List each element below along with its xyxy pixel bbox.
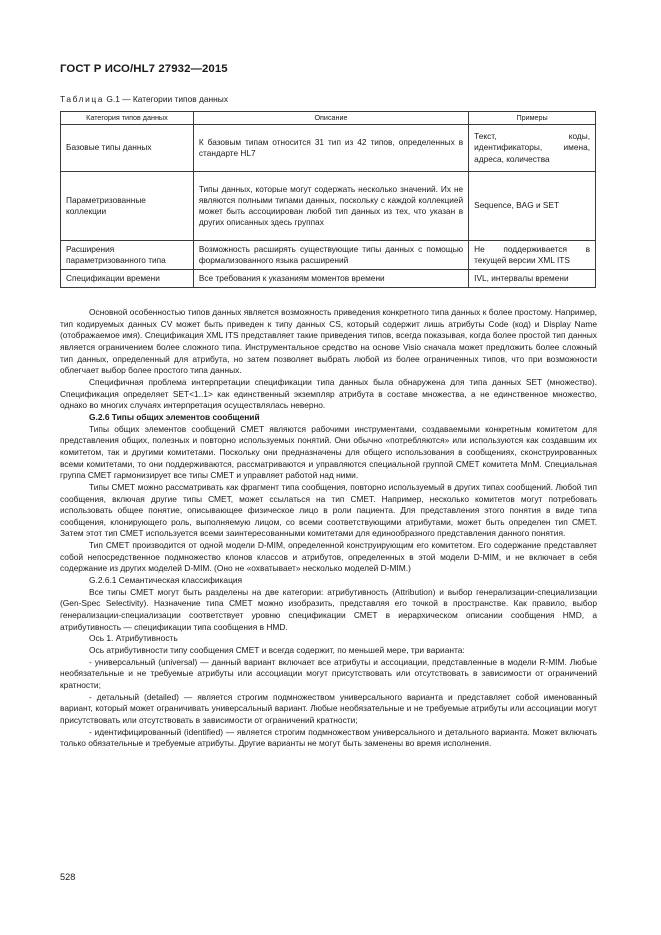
- paragraph: Все типы СМЕТ могут быть разделены на две категории: атрибутивность (Attribution) и выбор генерализации-специализации (Gen-Spec Selectivity). Назначение типа СМЕТ можно изобразить, представляя его точкой в пространстве. Как правило, выбор генерализации-специализации соответствует уровню спецификации СМЕТ в иерархическом описании сообщения HMD, а атрибутивность — спецификации типа сообщения в HMD.: [60, 586, 597, 632]
- page-number: 528: [60, 872, 76, 882]
- section-heading: G.2.6 Типы общих элементов сообщений: [89, 411, 260, 422]
- table-cell-category: Спецификации времени: [61, 270, 194, 288]
- paragraph: Специфичная проблема интерпретации спецификации типа данных была обнаружена для типа данных SET (множество). Спецификация определяет SET<1..1> как единственный экземпляр атрибута в составе множества, а не единственное множество, однако во многих случаях интерпретация осуществлялась неверно.: [60, 376, 597, 411]
- table-row: [61, 241, 596, 270]
- table-cell-examples: Не поддерживается в текущей версии XML ITS: [469, 241, 596, 270]
- paragraph: Основной особенностью типов данных является возможность приведения конкретного типа данных к более простому. Например, тип кодируемых данных CV может быть приведен к типу данных CS, который содержит лишь атрибуты Code (код) и Display Name (отображаемое имя). Спецификация XML ITS представляет такие приведения типов, всегда показывая, когда более простой тип данных является ограничением более сложного типа. Инструментальное средство на основе Visio сначала может предложить более сложный тип данных, определенный для атрибута, но затем позволяет выбрать любой из более ограниченных типов, что при возможности облегчает выбор более простого типа данных.: [60, 307, 597, 376]
- list-item: - детальный (detailed) — является строгим подмножеством универсального варианта и представляет собой именованный вариант, который может ограничивать универсальный вариант. Любые необязательные и не требуемые атрибуты или ассоциации могут присутствовать или отсутствовать в зависимости от ограничений кратности;: [60, 691, 597, 725]
- data-types-table: [60, 111, 596, 288]
- subsection-heading: G.2.6.1 Семантическая классификация: [89, 575, 243, 586]
- table-cell-examples: Текст, коды, идентификаторы, имена, адреса, количества: [469, 125, 596, 172]
- table-header-row: [61, 112, 596, 125]
- table-cell-description: К базовым типам относится 31 тип из 42 типов, определенных в стандарте HL7: [193, 125, 468, 172]
- column-header-description: Описание: [193, 112, 468, 125]
- table-cell-description: Все требования к указаниям моментов времени: [193, 270, 468, 288]
- table-caption-label: Таблица: [60, 94, 105, 104]
- axis-heading: Ось 1. Атрибутивность: [89, 633, 178, 644]
- paragraph: Типы общих элементов сообщений СМЕТ являются рабочими инструментами, создаваемыми конкретным комитетом для представления общих, полезных и повторно используемых понятий. Они обычно «потребляются» или используются как создавшим их комитетом, так и другими комитетами. Поскольку они предназначены для общего использования в сообщениях, сконструированных всеми комитетами, то они поддерживаются, рассматриваются и управляются специальной группой СМЕТ комитета MnM. Специальная группа СМЕТ гармонизирует все типы СМЕТ и управляет работой над ними.: [60, 423, 597, 481]
- table-caption: [60, 94, 228, 104]
- table-row: [61, 125, 596, 172]
- table-row: [61, 270, 596, 288]
- table-cell-category: Расширения параметризованного типа: [61, 241, 194, 270]
- table-cell-description: Возможность расширять существующие типы данных с помощью формализованного языка расширений: [193, 241, 468, 270]
- standard-header: ГОСТ Р ИСО/HL7 27932—2015: [60, 63, 228, 75]
- table-caption-text: G.1 — Категории типов данных: [106, 94, 229, 104]
- column-header-examples: Примеры: [469, 112, 596, 125]
- paragraph: Тип СМЕТ производится от одной модели D-MIM, определенной конструирующим его комитетом. Его содержание представляет собой непосредственное подмножество клонов классов и атрибутов, определенных в этой модели D-MIM, и не включает в себя содержание из других моделей D-MIM. (Оно не «охватывает» несколько моделей D-MIM.): [60, 540, 597, 574]
- paragraph: Ось атрибутивности типу сообщения СМЕТ и всегда содержит, по меньшей мере, три варианта:: [89, 645, 465, 656]
- list-item: - универсальный (universal) — данный вариант включает все атрибуты и ассоциации, представленные в модели R-MIM. Любые необязательные и не требуемые атрибуты или ассоциации могут присутствовать или отсутствовать в зависимости от ограничений кратности;: [60, 656, 597, 690]
- table-cell-examples: IVL, интервалы времени: [469, 270, 596, 288]
- table-cell-category: Параметризованные коллекции: [61, 172, 194, 241]
- body-text: [60, 307, 597, 750]
- paragraph: Типы СМЕТ можно рассматривать как фрагмент типа сообщения, повторно используемый в других типах сообщений. Любой тип сообщения, включая другие типы СМЕТ, может ссылаться на тип СМЕТ. Например, несколько комитетов могут потребовать использовать общее понятие, описывающее физическое лицо в роли пациента. Для представления этого понятия в виде типа сообщения, клонирующего роль, выполняемую лицом, со всеми соответствующими атрибутами, может быть определен тип СМЕТ. Затем этот тип СМЕТ используется всеми заинтересованными комитетами для единообразного представления данного понятия.: [60, 481, 597, 539]
- table-cell-description: Типы данных, которые могут содержать несколько значений. Их не являются полными типами данных, поскольку с каждой коллекцией может быть ассоциирован любой тип данных из тех, что указан в других описанных здесь группах: [193, 172, 468, 241]
- table-row: [61, 172, 596, 241]
- table-cell-examples: Sequence, BAG и SET: [469, 172, 596, 241]
- column-header-category: Категория типов данных: [61, 112, 194, 125]
- list-item: - идентифицированный (identified) — является строгим подмножеством универсального и детального варианта. Может включать только обязательные и требуемые атрибуты. Другие варианты не могут быть заменены во время исполнения.: [60, 726, 597, 749]
- table-cell-category: Базовые типы данных: [61, 125, 194, 172]
